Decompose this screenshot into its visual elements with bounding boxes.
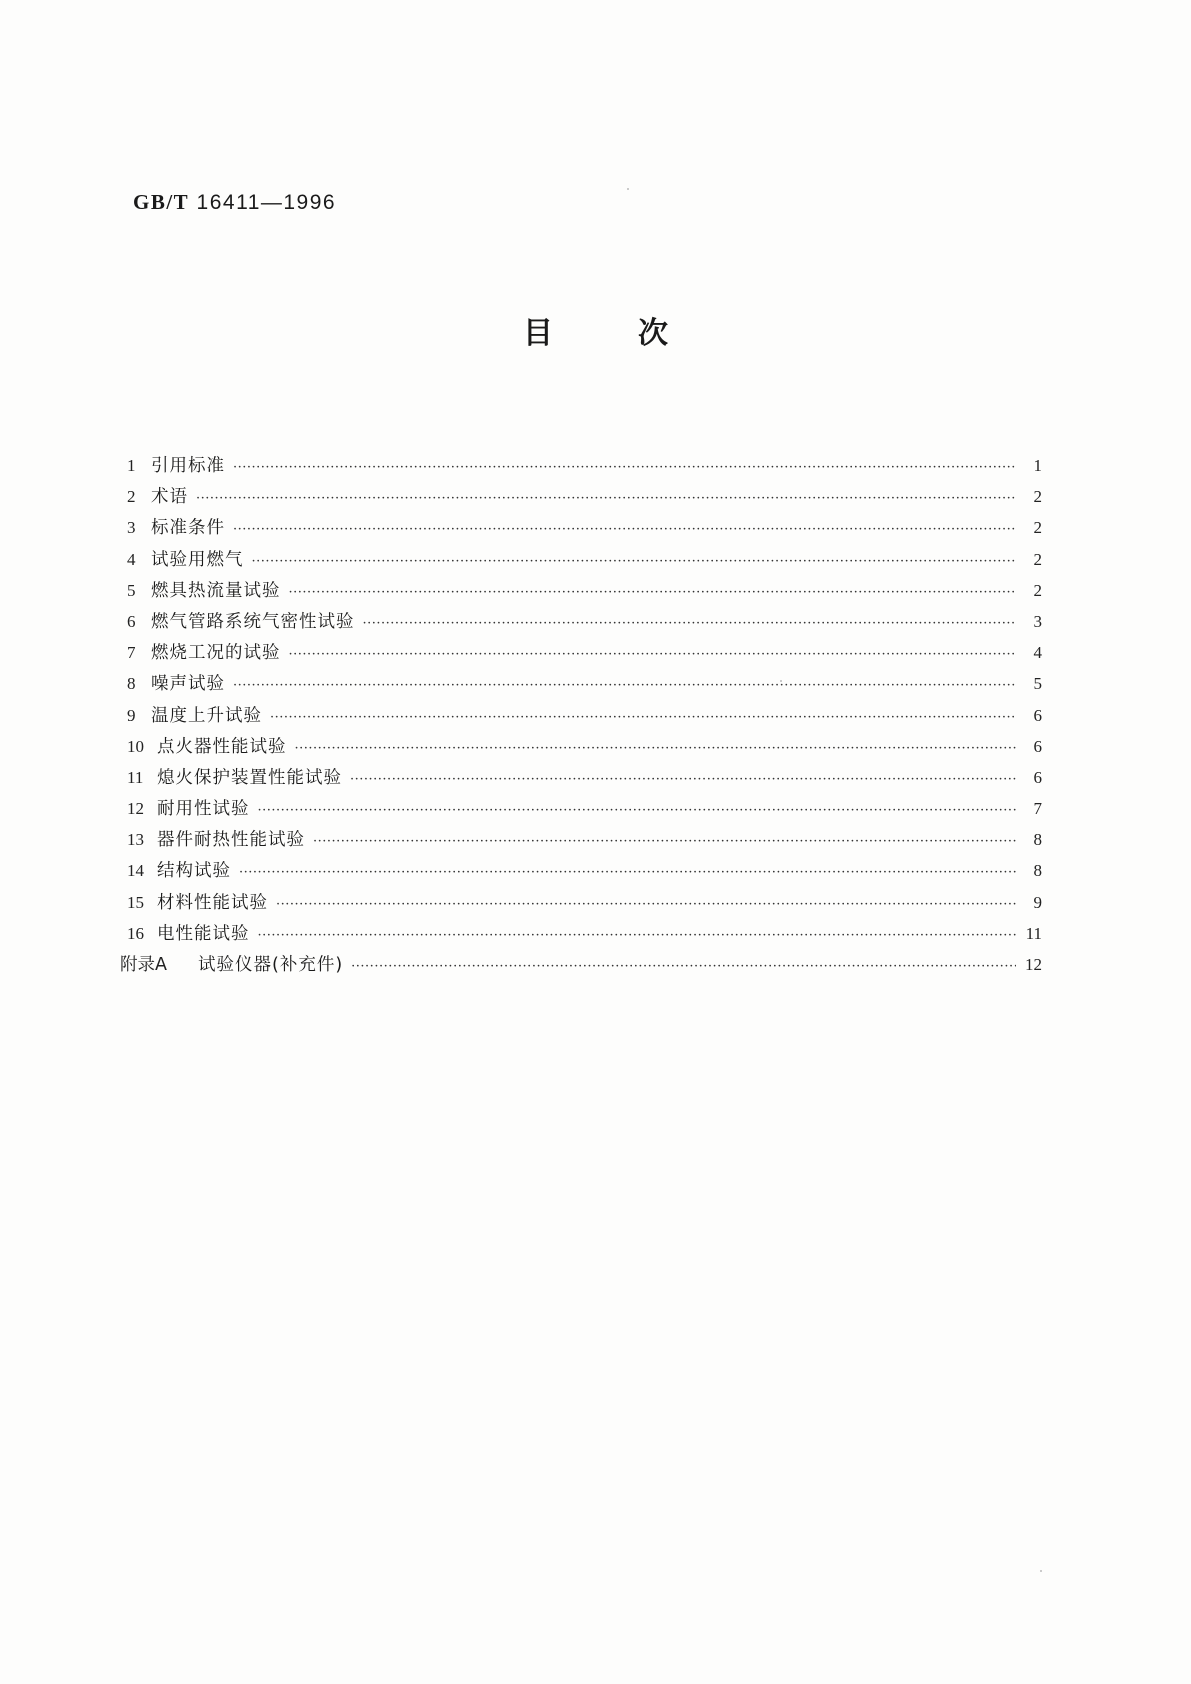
toc-entry-title: 试验用燃气 (151, 549, 244, 570)
toc-entry (127, 887, 1042, 918)
toc-leader-dots (270, 702, 1016, 733)
toc-entry-title: 耐用性试验 (157, 799, 250, 820)
toc-entry-page: 7 (1033, 799, 1042, 819)
toc-leader-dots (289, 577, 1017, 608)
toc-entry-page: 5 (1033, 674, 1042, 694)
toc-entry (127, 668, 1042, 699)
toc-leader-dots (276, 889, 1016, 920)
toc-entry-title: 燃具热流量试验 (151, 580, 281, 601)
toc-entry-title: 温度上升试验 (151, 705, 262, 726)
toc-entry (127, 575, 1042, 606)
toc-entry-page: 1 (1033, 456, 1042, 475)
toc-leader-dots (363, 608, 1017, 639)
toc-entry-page: 11 (1025, 923, 1042, 943)
toc-leader-dots (295, 733, 1017, 764)
toc-leader-dots (351, 951, 1016, 982)
toc-entry (127, 481, 1042, 512)
toc-entry-title: 试验仪器(补充件) (198, 955, 344, 975)
toc-entry-number: 11 (127, 767, 144, 787)
toc-leader-dots (233, 452, 1016, 483)
scan-speck (1040, 1570, 1042, 1572)
toc-entry-page: 8 (1033, 830, 1042, 850)
toc-entry (120, 949, 1042, 980)
toc-entry-title: 材料性能试验 (157, 892, 268, 913)
toc-entry-page: 9 (1033, 892, 1042, 912)
toc-entry-page: 3 (1033, 611, 1042, 631)
toc-entry (127, 512, 1042, 543)
toc-entry (127, 855, 1042, 886)
toc-leader-dots (233, 670, 1016, 701)
scan-speck (780, 680, 782, 682)
toc-entry (127, 637, 1042, 668)
toc-entry-page: 2 (1033, 580, 1042, 600)
toc-entry-number: 2 (127, 487, 136, 507)
toc-entry-number: 8 (127, 674, 136, 694)
toc-entry-number: 9 (127, 705, 136, 725)
toc-entry-page: 4 (1033, 643, 1042, 663)
standard-code (133, 190, 336, 215)
toc-entry-title: 点火器性能试验 (157, 736, 287, 757)
toc-entry-number: 10 (127, 736, 144, 756)
toc-entry-number: 1 (127, 456, 136, 475)
toc-entry-number: 16 (127, 923, 144, 943)
toc-leader-dots (239, 857, 1016, 888)
toc-entry-title: 燃气管路系统气密性试验 (151, 611, 355, 632)
toc-entry-number: 12 (127, 799, 144, 819)
toc-leader-dots (233, 514, 1016, 545)
toc-leader-dots (258, 795, 1017, 826)
toc-entry-page: 8 (1033, 861, 1042, 881)
toc-entry-page: 2 (1033, 487, 1042, 507)
toc-leader-dots (313, 826, 1016, 857)
toc-leader-dots (289, 639, 1017, 670)
toc-entry-page: 2 (1033, 518, 1042, 538)
toc-entry-number: 6 (127, 611, 136, 631)
toc-entry-title: 器件耐热性能试验 (157, 830, 305, 851)
scan-speck (627, 188, 629, 190)
toc-entry-number: 15 (127, 892, 144, 912)
toc-entry (127, 793, 1042, 824)
toc-entry-page: 2 (1033, 549, 1042, 569)
toc-entry-page: 6 (1033, 767, 1042, 787)
toc-entry (127, 700, 1042, 731)
toc-entry-page: 6 (1033, 736, 1042, 756)
toc-entry-title: 结构试验 (157, 861, 231, 882)
toc-leader-dots (196, 483, 1016, 514)
toc-entry (127, 450, 1042, 481)
toc-leader-dots (252, 546, 1017, 577)
toc-entry (127, 544, 1042, 575)
toc-entry (127, 762, 1042, 793)
toc-entry-title: 噪声试验 (151, 674, 225, 695)
toc-entry-number: 13 (127, 830, 144, 850)
toc-entry-title: 熄火保护装置性能试验 (157, 767, 342, 788)
toc-title: 目次 (523, 316, 753, 351)
toc-leader-dots (258, 920, 1017, 951)
toc-entry-title: 标准条件 (151, 518, 225, 539)
toc-entry-number: 7 (127, 643, 136, 663)
toc-entry-page: 12 (1025, 955, 1042, 974)
toc-entry (127, 824, 1042, 855)
toc-entry-number: 3 (127, 518, 136, 538)
table-of-contents (120, 450, 1042, 980)
toc-entry-number: 附录A (120, 955, 167, 975)
toc-entry-title: 术语 (151, 487, 188, 508)
toc-entry (127, 731, 1042, 762)
toc-entry (127, 918, 1042, 949)
standard-number: 16411—1996 (196, 191, 337, 214)
toc-entry-number: 14 (127, 861, 144, 881)
toc-leader-dots (350, 764, 1016, 795)
toc-entry-title: 电性能试验 (157, 923, 250, 944)
toc-entry (127, 606, 1042, 637)
toc-entry-number: 4 (127, 549, 136, 569)
standard-prefix: GB/T (133, 190, 190, 214)
toc-entry-title: 引用标准 (151, 456, 225, 476)
toc-entry-page: 6 (1033, 705, 1042, 725)
toc-entry-number: 5 (127, 580, 136, 600)
toc-entry-title: 燃烧工况的试验 (151, 643, 281, 664)
